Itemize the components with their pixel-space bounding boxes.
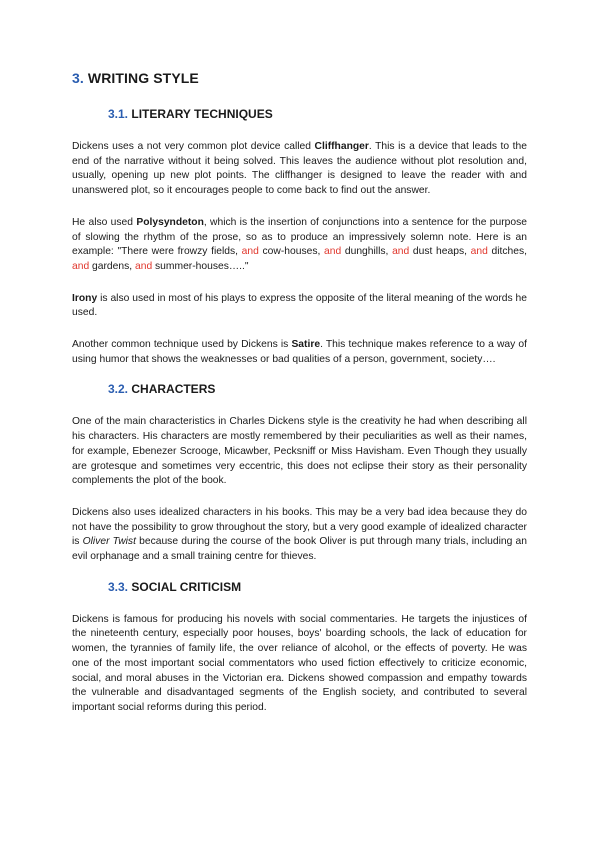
text-run: Dickens also uses idealized characters in his books. This may be a very bad idea because they do not have the possibility to grow throughout the story, but a very good example of idealized character is (72, 506, 527, 548)
text-run: He also used (72, 216, 137, 228)
subsection-title-text: CHARACTERS (131, 382, 216, 397)
text-run: . This technique makes reference to a way of using humor that shows the weaknesses or bad qualities of a person, government, society…. (72, 339, 527, 365)
text-run: , which is the insertion of conjunctions into a sentence for the purpose of slowing the rhythm of the prose, so as to produce an impressively solemn note. Here is an example: "There were frowzy fields, (72, 216, 527, 258)
paragraph-irony (72, 292, 527, 321)
section-number: 3. (72, 70, 84, 86)
section-heading (72, 70, 527, 86)
text-run: summer-houses….." (152, 260, 249, 272)
conjunction-highlight: and (72, 260, 90, 272)
text-run: . This is a device that leads to the end of the narrative without it being solved. This leaves the audience without plot resolution and, usually, opening up new plot points. The cliffhanger is designed to leave the reader with and unanswered plot, so it encourages people to come back to find out the answer. (72, 141, 527, 197)
text-run: gardens, (89, 260, 135, 272)
paragraph-satire (72, 338, 527, 367)
section-title (72, 70, 527, 86)
conjunction-highlight: and (470, 246, 488, 258)
text-run: ditches, (487, 246, 528, 258)
term-irony: Irony (72, 292, 98, 304)
subsection-number: 3.2. (108, 382, 129, 397)
paragraph-social-criticism: Dickens is famous for producing his novels with social commentaries. He targets the injustices of the nineteenth century, especially poor houses, boys' boarding schools, the lack of education for women, the tyrannies of family life, the over reliance of alcohol, or the effects of poverty. He was one of the most important social commentators who used fiction effectively to criticize economic, social, and moral abuses in the Victorian era. Dickens showed compassion and empathy towards the vulnerable and disadvantaged segments of the English society, and contributed to several important social reforms during this period. (72, 613, 527, 713)
subsection-number: 3.3. (108, 579, 129, 594)
subsection-title (72, 107, 527, 121)
text-run: Another common technique used by Dickens is (72, 339, 292, 351)
text-run: dunghills, (341, 246, 393, 258)
section-title-text: WRITING STYLE (87, 70, 199, 86)
book-title: Oliver Twist (82, 536, 136, 548)
subsection-title-text: SOCIAL CRITICISM (131, 579, 242, 594)
subsection-title (72, 382, 527, 396)
text-run: is also used in most of his plays to express the opposite of the literal meaning of the words he used. (72, 292, 527, 319)
subsection-heading-literary (72, 107, 527, 121)
term-satire: Satire (291, 339, 321, 351)
paragraph-idealized-characters (72, 506, 527, 565)
text-run: dust heaps, (409, 246, 471, 258)
conjunction-highlight: and (134, 260, 153, 272)
text-run: Dickens uses a not very common plot device called (72, 141, 315, 152)
term-polysyndeton: Polysyndeton (136, 216, 204, 228)
conjunction-highlight: and (392, 246, 410, 258)
subsection-title-text: LITERARY TECHNIQUES (131, 107, 273, 121)
text-run: because during the course of the book Oliver is put through many trials, including an evil orphanage and a small training centre for thieves. (72, 536, 527, 563)
paragraph-cliffhanger (72, 140, 527, 199)
subsection-number: 3.1. (108, 107, 129, 121)
subsection-title (72, 580, 527, 594)
conjunction-highlight: and (324, 246, 342, 258)
paragraph-polysyndeton (72, 216, 527, 275)
term-cliffhanger: Cliffhanger (314, 141, 369, 152)
subsection-heading-social (72, 580, 527, 594)
text-run: cow-houses, (258, 246, 325, 258)
conjunction-highlight: and (241, 246, 259, 258)
paragraph-characters-creativity: One of the main characteristics in Charles Dickens style is the creativity he had when describing all his characters. His characters are mostly remembered by their peculiarities as well as their names, for example, Ebenezer Scrooge, Micawber, Pecksniff or Miss Havisham. Even Though they usually are grotesque and sometimes very eccentric, this does not eclipse their story as their personality complements the plot of the book. (72, 416, 527, 487)
subsection-heading-characters (72, 382, 527, 396)
